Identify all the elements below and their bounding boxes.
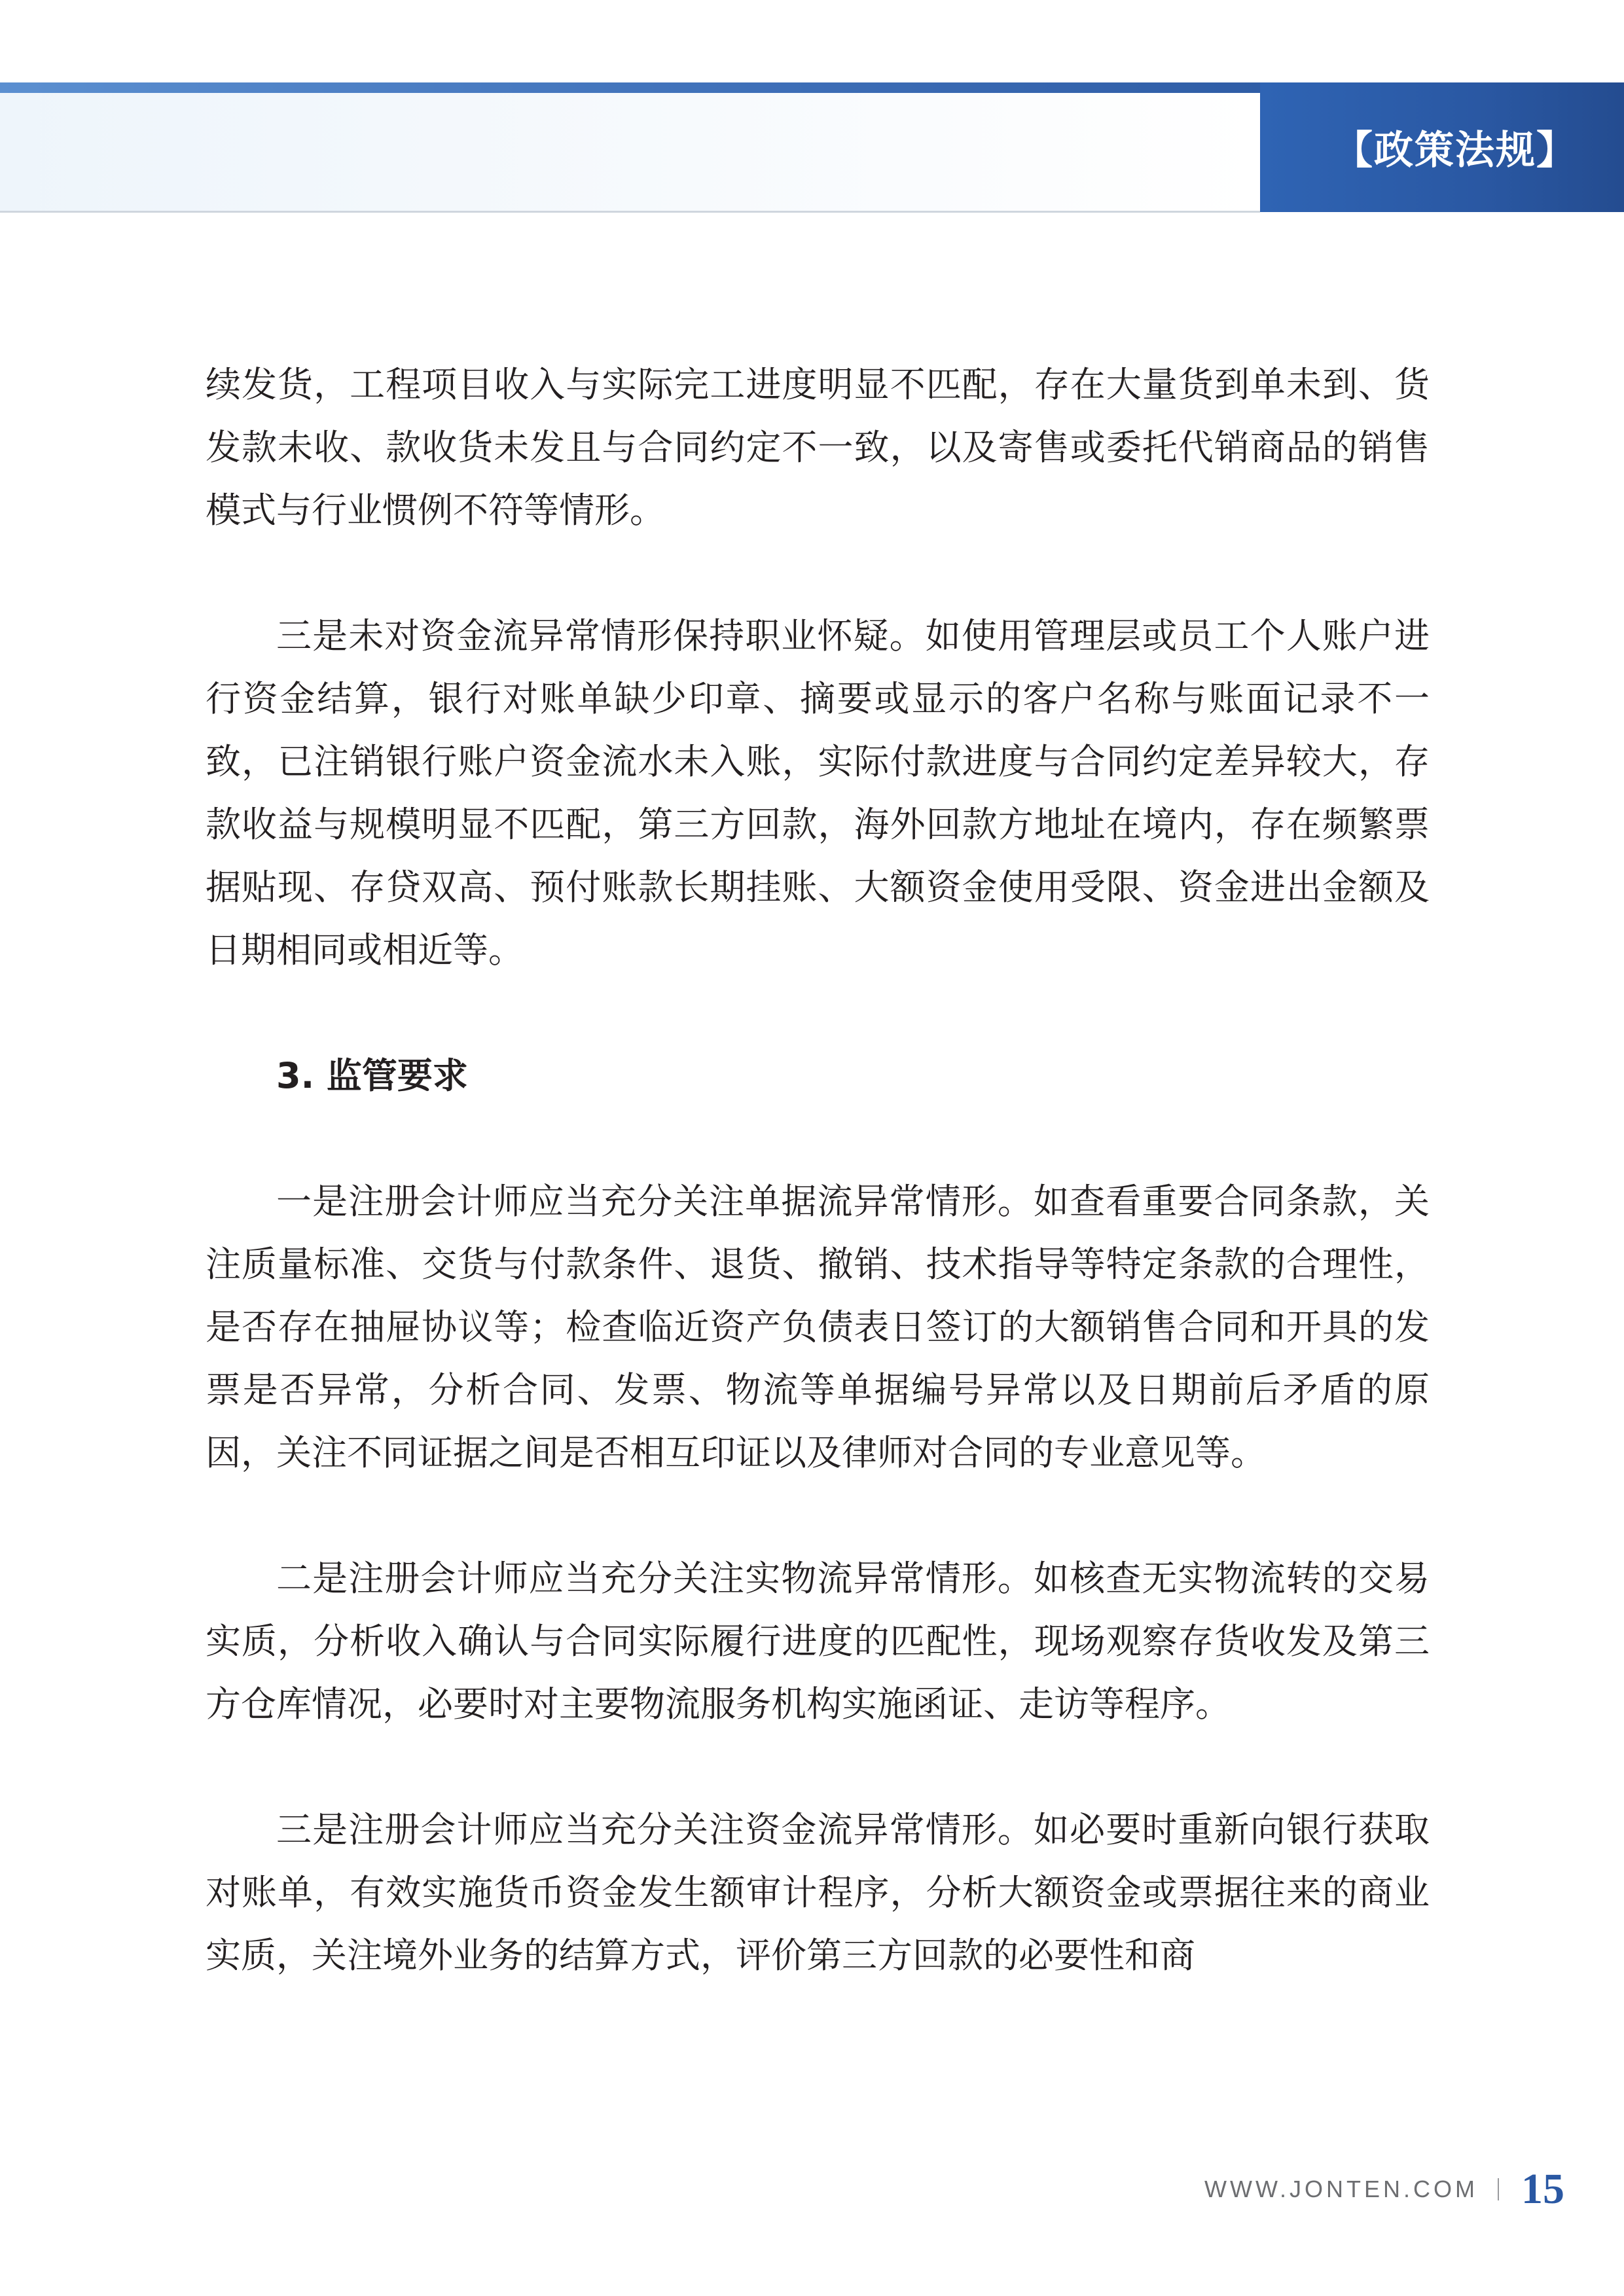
website-url: WWW.JONTEN.COM [1204,2176,1478,2202]
header-divider [0,211,1260,213]
section-label: 【政策法规】 [1333,128,1577,173]
paragraph-continuation: 续发货，工程项目收入与实际完工进度明显不匹配，存在大量货到单未到、货发款未收、款收货未发且与合同约定不一致，以及寄售或委托代销商品的销售模式与行业惯例不符等情形。 [206,364,1430,531]
article-body [206,353,1430,1987]
paragraph-cash-flow-anomalies: 三是未对资金流异常情形保持职业怀疑。如使用管理层或员工个人账户进行资金结算，银行对账单缺少印章、摘要或显示的客户名称与账面记录不一致，已注销银行账户资金流水未入账，实际付款进度与合同约定差异较大，存款收益与规模明显不匹配，第三方回款，海外回款方地址在境内，存在频繁票据贴现、存贷双高、预付账款长期挂账、大额资金使用受限、资金进出金额及日期相同或相近等。 [206,615,1430,971]
paragraph-document-flow-requirement: 一是注册会计师应当充分关注单据流异常情形。如查看重要合同条款，关注质量标准、交货与付款条件、退货、撤销、技术指导等特定条款的合理性，是否存在抽屉协议等；检查临近资产负债表日签订的大额销售合同和开具的发票是否异常，分析合同、发票、物流等单据编号异常以及日期前后矛盾的原因，关注不同证据之间是否相互印证以及律师对合同的专业意见等。 [206,1181,1430,1473]
page-number: 15 [1521,2165,1564,2213]
header-accent-bar [0,82,1260,93]
header-separator [1249,93,1259,212]
section-heading: 3. 监管要求 [276,1055,468,1096]
paragraph-cash-flow-requirement: 三是注册会计师应当充分关注资金流异常情形。如必要时重新向银行获取对账单，有效实施货币资金发生额审计程序，分析大额资金或票据往来的商业实质，关注境外业务的结算方式，评价第三方回款的必要性和商 [206,1809,1430,1976]
header-band [0,93,1260,212]
section-tab [1260,82,1624,212]
footer-divider [1498,2178,1499,2200]
paragraph-physical-flow-requirement: 二是注册会计师应当充分关注实物流异常情形。如核查无实物流转的交易实质，分析收入确认与合同实际履行进度的匹配性，现场观察存货收发及第三方仓库情况，必要时对主要物流服务机构实施函证、走访等程序。 [206,1558,1430,1725]
page-footer [1047,2160,1564,2219]
